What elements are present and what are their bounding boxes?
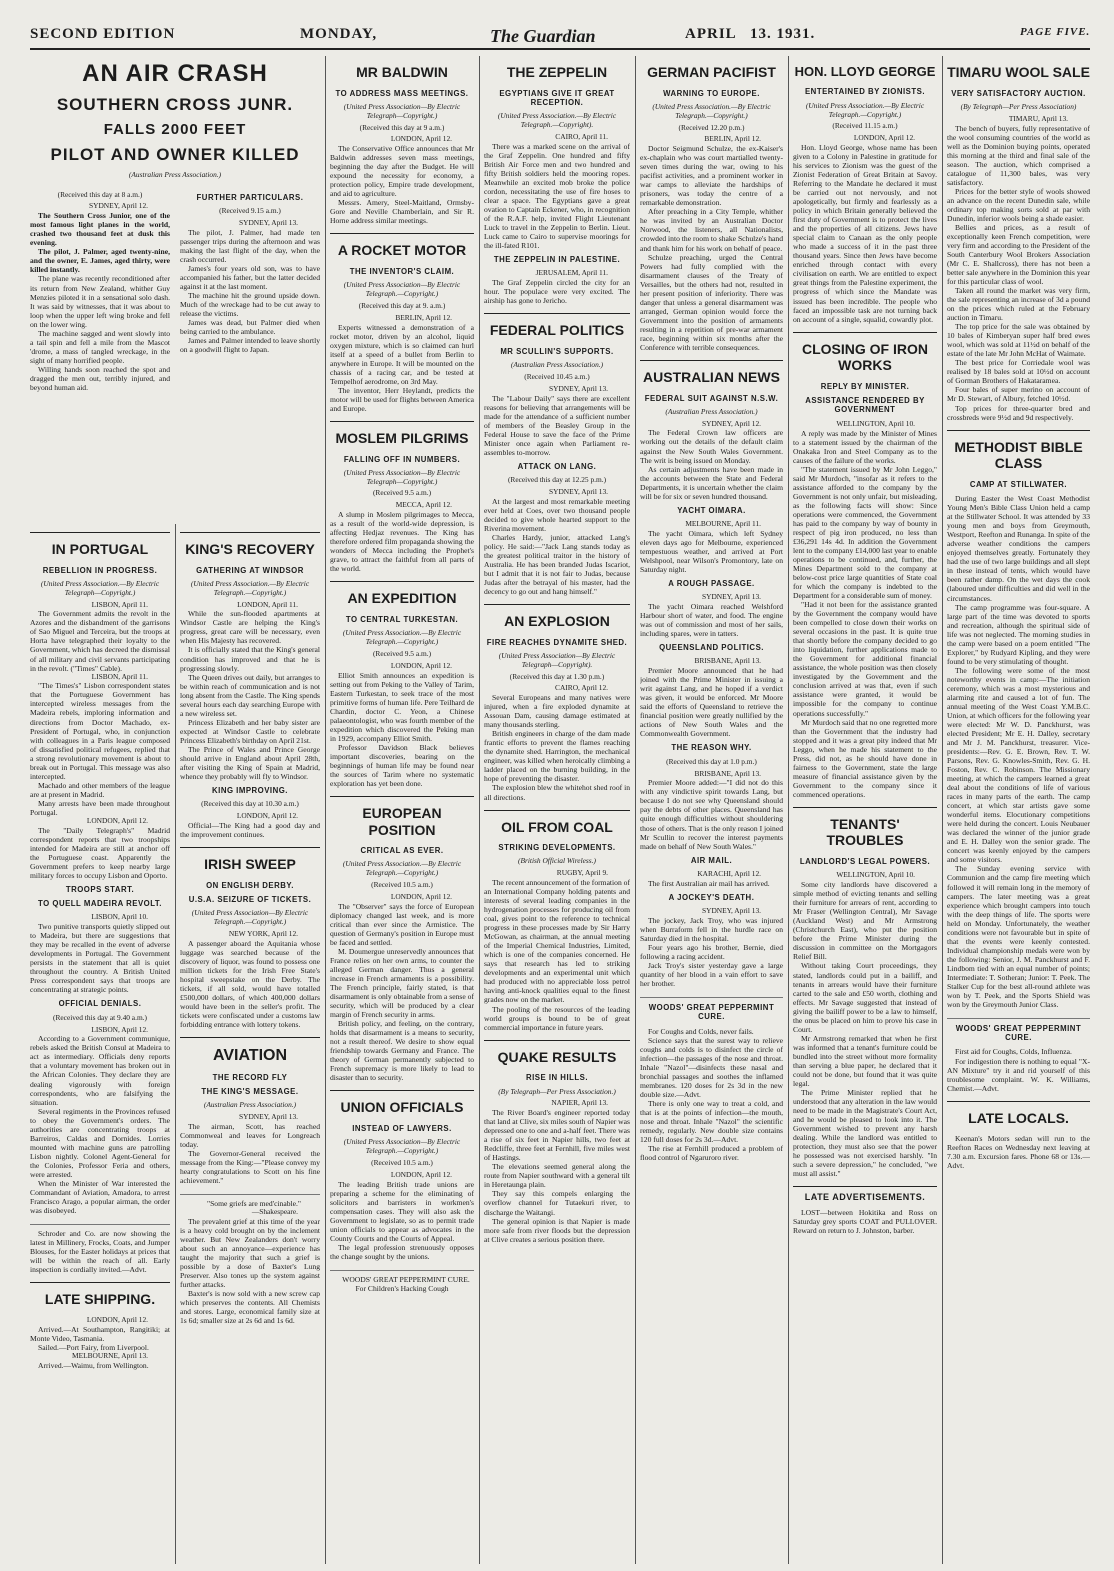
headline: QUAKE RESULTS — [497, 1048, 617, 1065]
dateline: BRISBANE, April 13. — [694, 768, 761, 778]
headline: FEDERAL POLITICS — [489, 322, 625, 339]
paragraph: Two punitive transports quietly slipped out to Madeira, but there are suggestions that they may be recalled in the event of adverse developments in Portugal. The Government persists in the statement that all is quiet throughout the country. A British United Press correspondent says that troops are concentrating at strategic points. — [30, 922, 170, 995]
month-label: APRIL — [685, 26, 737, 42]
paragraph: The plane was recently reconditioned after its return from New Zealand, whither Guy Menzies piloted it in a sensational solo dash. It was said by witnesses, that it was about to loop when the upper left wing broke and fell on the lower wing. — [30, 274, 170, 329]
headline: THE ZEPPELIN — [506, 64, 608, 80]
credit-line: (Australian Press Association.) — [203, 1100, 297, 1110]
headline: A ROCKET MOTOR — [337, 242, 467, 259]
section-subhead: OFFICIAL DENIALS. — [58, 999, 142, 1009]
paragraph: The inventor, Herr Heylandt, predicts the motor will be used for flights between America and Europe. — [330, 385, 474, 413]
headline: KING'S RECOVERY — [185, 541, 315, 557]
paragraph: Experts witnessed a demonstration of a rocket motor, driven by an alcohol, liquid oxygen mixture, which is so claimed can hurl itself at a speed of a bullet from Berlin to anywhere in Europe. It will be mounted on the chassis of a racing car, and be tested at Tempelhof aerodrome, on 3rd May. — [330, 322, 474, 386]
headline: EUROPEAN POSITION — [362, 804, 442, 838]
dateline: NEW YORK, April 12. — [228, 928, 298, 938]
paragraph: Some city landlords have discovered a simple method of evicting tenants and selling their furniture for arrears of rent, according to Mr Fraser (Wellington Central), Mr Savage (Auckland West) and Mr Armstrong (Christchurch East), who put the position before the Prime Minister during the discussion in committee on the Mortgagors Relief Bill. — [793, 880, 937, 962]
subheadline: ON ENGLISH DERBY. — [206, 880, 294, 890]
subheadline: PILOT AND OWNER KILLED — [50, 144, 300, 164]
paragraph: The recent announcement of the formation of an International Company holding patents and interests of several leading companies in the hydrogenation processes for producing oil from coal, gives point to the reference to technical progress in these processes made by Sir Harry McGowan, as chairman, at the annual meeting of the Imperial Chemical Industries, Limited, which is one of the companies concerned. He says that research has led to striking developments and an experimental unit which had produced with no appreciable loss petrol having anti-knock qualities equal to the finest grades now on the market. — [484, 878, 630, 1005]
paragraph: M. Doumergue unreservedly announces that France relies on her own arms, to counter the alleged German danger. Thus a general increase in French armaments is a possibility. The French principle, fairly stated, is that disarmament is only obtainable from a sense of security, which will be produced by a clear margin of French security in arms. — [330, 946, 474, 1020]
paragraph: The airman, Scott, has reached Commonweal and leaves for Longreach today. — [180, 1122, 320, 1150]
paragraph: They say this compels enlarging the overflow channel for Tutaekuri river, to discharge the Waitangi. — [484, 1189, 630, 1217]
column-rule — [942, 56, 943, 1564]
dateline: SYDNEY, April 13. — [239, 1112, 298, 1122]
received-line: (Received 12.20 p.m.) — [678, 122, 745, 132]
advertisement: For indigestion there is nothing to equal "X-AN Mixture" try it and rid yourself of this troublesome complaint. W. K. Williams, Chemist.—Advt. — [947, 1056, 1090, 1093]
subheadline: THE KING'S MESSAGE. — [201, 1087, 299, 1097]
paragraph: Top prices for three-quarter bred and crossbreds were 9½d and 9d respectively. — [947, 403, 1090, 422]
newspaper-title: The Guardian — [490, 26, 596, 46]
headline: TENANTS' TROUBLES — [826, 815, 904, 849]
dateline: SYDNEY, April 13. — [549, 383, 608, 393]
dateline: JERUSALEM, April 11. — [535, 268, 608, 278]
paragraph: The first Australian air mail has arrived. — [648, 878, 770, 888]
subheadline: THE RECORD FLY — [212, 1072, 288, 1082]
paragraph: "The Times's" Lisbon correspondent states that the Portuguese Government has intercepted wireless messages from the Madeira rebels, imploring information and directions from Doctor Machado, ex-President of Portugal, who, in conjunction with colleagues in a Paris league composed of dissatisfied political refugees, replied that a strong revolutionary movement is about to break out in Portugal. This message was also intercepted. — [30, 681, 170, 781]
dateline: SYDNEY, April 13. — [702, 592, 761, 602]
subheadline: REPLY BY MINISTER. — [820, 381, 910, 391]
headline: HON. LLOYD GEORGE — [794, 64, 936, 79]
paragraph: The Prince of Wales and Prince George should arrive in England about April 28th, after visiting the King of Spain at Madrid, whence they probably will fly to Windsor. — [180, 744, 320, 781]
subheadline: ENTERTAINED BY ZIONISTS. — [804, 87, 925, 97]
credit-line: (United Press Association.—By Electric Telegraph.—Copyright.) — [190, 578, 310, 597]
subheadline: LANDLORD'S LEGAL POWERS. — [799, 857, 931, 867]
paragraph: As certain adjustments have been made in the accounts between the State and Federal Departments, it is uncertain whether the claim will be for six or seven hundred thousand. — [640, 464, 783, 501]
dateline: SYDNEY, April 12. — [702, 418, 761, 428]
paragraph: Premier Moore announced that he had joined with the Prime Minister in issuing a writ against Lang, and he hoped if a verdict was given, it would be enforced. Mr Moore said the efforts of Queensland to retrieve the financial position were greatly nullified by the actions of New South Wales and the Commonwealth Government. — [640, 666, 783, 739]
paragraph: British engineers in charge of the dam made frantic efforts to prevent the flames reaching the dynamite shed. Harrington, the mechanical engineer, was killed when heroically climbing a ladder placed on the burning building, in the hope of preventing the disaster. — [484, 729, 630, 784]
advertisement: First aid for Coughs, Colds, Influenza. — [955, 1047, 1072, 1057]
subheadline: ASSISTANCE RENDERED BY GOVERNMENT — [805, 396, 925, 415]
paragraph: The "Labour Daily" says there are excellent reasons for believing that arrangements will be made for the attendance of a sufficient number of members of the Beasley Group in the Federal House to save the face of the Prime Minister once again when Parliament re-assembles to-morrow. — [484, 393, 630, 457]
subheadline: FEDERAL SUIT AGAINST N.S.W. — [644, 393, 779, 403]
paragraph: Several regiments in the Provinces refused to obey the Government's orders. The authorities are concentrating troops at Barreiros, Caldas and Dornides. Lorries mounted with machine guns are patrolling Lisbon nightly. Colonel Agent-General for the Colonies, Professor Feria and others, were arrested. — [30, 1106, 170, 1179]
dateline: LISBON, April 12. — [91, 1024, 148, 1034]
paragraph: The following were some of the most noteworthy events in camp:—The initiation ceremony, which was a most mysterious and alarming rite and caused a lot of fun. The annual meeting of the West Coast Y.M.B.C. Union, at which officers for the following year were elected: Mr W. D. Panckhurst, was elected President; Mr E. H. Dalley, secretary and Mr J. M. Panckhurst, treasurer. Vice-presidents:—Rev. G. E. Brown, Rev. T. W. Parsons, Rev. G. Knowles-Smith, Rev. G. H. Foston, Rev. C. Robinson. The Missionary meeting, at which the campers learned a great deal about the conditions of life of various races in many parts of the earth. The camp concert, at which star artists gave some wonderful items. Elocutionary competitions were held during the concert. Louis Neubauer was declared the winner of the junior grade and E. H. Dalley won the senior grade. The concert was keenly enjoyed by the campers and some visitors. — [947, 665, 1090, 865]
section-subhead: QUEENSLAND POLITICS. — [659, 643, 764, 653]
headline: MR BALDWIN — [356, 64, 448, 80]
dateline: WELLINGTON, April 10. — [836, 870, 915, 880]
received-line: (Received this day at 9. a.m.) — [358, 301, 446, 310]
paragraph: Taken all round the market was very firm, the sale representing an increase of 3d a pound on the prices which ruled at the February auction in Timaru. — [947, 286, 1090, 323]
received-line: (Received 9.15 a.m.) — [219, 205, 281, 215]
paragraph: "The statement issued by Mr John Leggo," said Mr Murdoch, "insofar as it refers to the assistance afforded to the company by the Government is not only unfair, but misleading, as the following facts will show: Since operations were commenced, the Government has paid to the company by way of bounty in respect of pig iron produced, no less than £36,291 14s 4d. In addition the Government lent to the company £14,000 last year to enable operations to be continued, and, further, the Mines Department sold to the company at below-cost price large quantities of State coal for which the company is indebted to the Department for a considerable sum of money. — [793, 464, 937, 601]
headline: MOSLEM PILGRIMS — [335, 429, 469, 446]
credit-line: (United Press Association.—By Electric Telegraph.—Copyright.) — [652, 101, 771, 120]
section-subhead: KING IMPROVING. — [212, 785, 288, 795]
credit-line: (By Telegraph—Per Press Association.) — [498, 1086, 616, 1096]
paragraph: James's four years old son, was to have accompanied his father, but the latter decided against it at the last moment. — [180, 263, 320, 291]
credit-line: (United Press Association.—By Electric Telegraph.—Copyright.) — [805, 100, 925, 119]
paragraph: The legal profession strenuously opposes the change sought by the unions. — [330, 1242, 474, 1261]
column-3 — [330, 56, 474, 1564]
credit-line: (United Press Association—By Electric Telegraph—Copyright). — [498, 650, 616, 669]
paragraph: The best price for Corriedale wool was realised by 18 bales sold at 10½d on account of Gorman Brothers of Hakataramea. — [947, 358, 1090, 386]
paragraph: Professor Davidson Black believes important discoveries, bearing on the beginnings of human life may be found near the sources of Tarim where no systematic exploration has yet been done. — [330, 742, 474, 788]
paragraph: The Graf Zeppelin circled the city for an hour. The populace were very excited. The airship has gone to Jericho. — [484, 278, 630, 306]
paragraph: While the sun-flooded apartments at Windsor Castle are helping the King's progress, great care will be necessary, even when His Majesty has recovered. — [180, 609, 320, 646]
dateline: LONDON, April 12. — [86, 815, 148, 825]
credit-line: (United Press Association—By Electric Telegraph—Copyright.) — [343, 467, 461, 486]
column-4 — [484, 56, 630, 1564]
column-6 — [793, 56, 937, 1564]
credit-line: (United Press Association.—By Electric Telegraph.—Copyright.) — [342, 859, 462, 878]
paragraph: There was a marked scene on the arrival of the Graf Zeppelin. One hundred and fifty British Air Force men and two hundred and fifty British soldiers held the mooring ropes. Meanwhile an excited mob broke the police cordon, necessitating the use of fire hoses to clear a space. The Egyptians gave a great ovation to Captain Eckener, who, in recognition of the R.A.F. help, invited Flight Lieutenant Luck to travel in the Zeppelin to Berlin. Lieut. Luck came to Cairo to supervise moorings for the ill-fated R101. — [484, 141, 630, 250]
dateline: LONDON, April 12. — [236, 811, 298, 821]
paragraph: The Conservative Office announces that Mr Baldwin addresses seven mass meetings, beginning the day after the Budget. He will expound the necessity for economy, a protection policy, Empire trade development, and aid to agriculture. — [330, 144, 474, 199]
paragraph: The Governor-General received the message from the King:—"Please convey my hearty congratulations to Scott on his fine achievement." — [180, 1149, 320, 1186]
paragraph: Willing hands soon reached the spot and dragged the men out, terribly injured, and beyond human aid. — [30, 364, 170, 392]
advertisement-heading: WOODS' GREAT PEPPERMINT CURE. — [648, 1003, 775, 1022]
subheadline: TO ADDRESS MASS MEETINGS. — [335, 88, 469, 98]
advertisement: WOODS' GREAT PEPPERMINT CURE. For Children's Hacking Cough — [342, 1274, 470, 1293]
credit-line: (United Press Association—By Electric Telegraph—Copyright.) — [343, 101, 461, 120]
paragraph: Arrived.—Waimu, from Wellington. — [38, 1360, 149, 1370]
paragraph: The Sunday evening service with Communion and the camp fire meeting which followed it will remain long in the memory of campers. The later meeting was a great experience which brought campers into touch with the deep things of life. The sports were held on Monday. Unfortunately, the weather conditions were not favourable but in spite of that the events were keenly contested. Individual championship medals were won by the following: Senior, J. M. Panckhurst and F. Lindbom tied with an equal number of points; Intermediate: T. Sotheran; Junior: T. Peek. The Stalker Cup for the best all-round athlete was won by T. Peek, and the Sports Shield was won by the Greymouth Junior Class. — [947, 864, 1090, 1009]
section-subhead: A ROUGH PASSAGE. — [668, 578, 755, 588]
paragraph: Official—The King had a good day and the improvement continues. — [180, 820, 320, 839]
credit-line: (United Press Association.—By Electric Telegraph.—Copyright.) — [342, 628, 462, 647]
section-subhead: TO QUELL MADEIRA REVOLT. — [38, 899, 162, 909]
column-7 — [947, 56, 1090, 1564]
headline: UNION OFFICIALS — [340, 1099, 464, 1116]
column-rule — [788, 56, 789, 1564]
paragraph: Princess Elizabeth and her baby sister are expected at Windsor Castle to celebrate Princess Elizabeth's birthday on April 21st. — [180, 717, 320, 745]
advertisement-quote: "Some griefs are med'cinable." — [206, 1199, 302, 1209]
paragraph: Premier Moore added:—"I did not do this with any vindictive spirit towards Lang, but because I do not see why Queensland should pay the debts of other places. Queensland has quite enough difficulties without shouldering those of others. That is the only reason I joined Mr Scullin to recover the interest payments made on behalf of New South Wales." — [640, 778, 783, 851]
received-line: (Received 11.15 a.m.) — [832, 121, 898, 131]
paragraph: James was dead, but Palmer died when being carried to the ambulance. — [180, 317, 320, 336]
dateline: LONDON, April 12. — [390, 134, 452, 144]
paragraph: Sailed.—Port Fairy, from Liverpool. — [38, 1342, 149, 1352]
paragraph: Without taking Court proceedings, they stated, landlords could put in a bailiff, and tenants in arrears would have their furniture carted to the sale and £50 worth, clothing and effects. Mr Savage suggested that instead of giving the bailiff power to be a law to himself, the onus be placed on him to prove his case in Court. — [793, 961, 937, 1034]
paragraph: The explosion blew the whitehot shed roof in all directions. — [484, 783, 630, 802]
headline: IN PORTUGAL — [51, 541, 149, 557]
paragraph: Machado and other members of the league are at present in Madrid. — [30, 780, 170, 799]
lead-paragraph: The Southern Cross Junior, one of the most famous light planes in the world, crashed two thousand feet at dusk this evening. — [30, 211, 170, 248]
section-subhead: ATTACK ON LANG. — [517, 461, 597, 471]
dateline: LONDON, April 11. — [237, 599, 298, 609]
paragraph: Jack Troy's sister yesterday gave a large quantity of her blood in a vain effort to save her brother. — [640, 960, 783, 988]
subheadline: FALLS 2000 FEET — [103, 120, 247, 138]
paragraph: Messrs. Amery, Steel-Maitland, Ormsby-Gore and Neville Chamberlain, and Sir R. Horne address similar meetings. — [330, 198, 474, 226]
dateline: LONDON, April 12. — [853, 133, 915, 143]
date-label: 13. 1931. — [750, 26, 816, 42]
dateline: MELBOURNE, April 13. — [72, 1350, 148, 1360]
advertisement: There is only one way to treat a cold, and that is at the points of infection—the mouth, nose and throat. Inhale "Nazol" the scientific remedy, regularly. New double size contains 120 full doses for 2s 3d.—Advt. — [640, 1098, 783, 1144]
day-label: MONDAY, — [300, 26, 378, 42]
headline: METHODIST BIBLE CLASS — [954, 438, 1083, 472]
paragraph: The elevations seemed general along the route from Napier southward with a general tilt in Heretaunga plain. — [484, 1162, 630, 1190]
dateline: RUGBY, April 9. — [556, 868, 608, 878]
paragraph: Four bales of super merino on account of Mr D. Stewart, of Albury, fetched 10½d. — [947, 385, 1090, 404]
paragraph: The leading British trade unions are preparing a scheme for the eliminating of solicitors and barristers in workmen's compensation cases. They will also ask the Government to legislate, so as to permit trade union officials to appear as advocates in the County Courts and the Courts of Appeal. — [330, 1179, 474, 1243]
paragraph: Several Europeans and many natives were injured, when a fire exploded dynamite at Assouan Dam, causing damage estimated at many thousands sterling. — [484, 693, 630, 730]
subheadline: STRIKING DEVELOPMENTS. — [498, 843, 616, 853]
advertisement: Baxter's is now sold with a new screw cap which preserves the contents. All Chemists and stores. Large, economical family size at 1s 6d; smaller size at 2s 6d and 1s 6d. — [180, 1289, 320, 1326]
subheadline: MR SCULLIN'S SUPPORTS. — [500, 346, 614, 356]
dateline: LONDON, April 12. — [86, 1314, 148, 1324]
page-label: PAGE FIVE. — [1020, 26, 1091, 38]
paragraph: The pooling of the resources of the leading world groups is bound to be of great commercial importance in future years. — [484, 1004, 630, 1032]
credit-line: (United Press Association—By Electric Telegraph.—Copyright.) — [343, 1137, 461, 1156]
dateline: BRISBANE, April 13. — [694, 656, 761, 666]
subheadline: FIRE REACHES DYNAMITE SHED. — [486, 637, 628, 647]
advertisement: The prevalent grief at this time of the year is a heavy cold brought on by the inclement weather. But New Zealanders don't worry about such an annoyance—experience has taught the majority that such a grief is possible by a dose of Baxter's Lung Preserver. Also tones up the system against further attacks. — [180, 1217, 320, 1290]
subheadline: THE INVENTOR'S CLAIM. — [349, 267, 455, 277]
subheadline: TO CENTRAL TURKESTAN. — [345, 614, 459, 624]
paragraph: The general opinion is that Napier is made more safe from river floods but the depression at Clive creates a serious position there. — [484, 1216, 630, 1244]
headline: AN AIR CRASH — [82, 60, 268, 87]
advertisement-heading: WOODS' GREAT PEPPERMINT CURE. — [955, 1023, 1082, 1043]
edition-label: SECOND EDITION — [30, 26, 176, 42]
paragraph: James and Palmer intended to leave shortly on a goodwill flight to Japan. — [180, 335, 320, 354]
paragraph: Arrived.—At Southampton, Rangitiki; at Monte Video, Tasmania. — [30, 1324, 170, 1343]
paragraph: It is officially stated that the King's general condition has improved and that he is progressing slowly. — [180, 645, 320, 673]
classified-ad: LOST—between Hokitika and Ross on Saturday grey sports COAT and PULLOVER. Reward on return to J. Johnston, barber. — [793, 1207, 937, 1235]
received-line: (Received 10.45 a.m.) — [524, 371, 590, 381]
subheadline: FALLING OFF IN NUMBERS. — [343, 454, 461, 464]
dateline: SYDNEY, April 13. — [239, 217, 298, 227]
paragraph: "Had it not been for the assistance granted by the Government the company would have been compelled to close down their works on several occasions in the past. It is quite true that shortly before the company decided to go into liquidation, further applications made to the Government for additional financial assistance, the whole position was then closely investigated by the Government and the conclusion arrived at was that, even if such assistance were granted, it would be impossible for the company to continue operations successfully." — [793, 600, 937, 718]
subheadline: VERY SATISFACTORY AUCTION. — [951, 88, 1086, 98]
paragraph: The yacht Oimara reached Welshford Harbour short of water, and food. The engine was out of commission and most of her sails, including spares, were in tatters. — [640, 602, 783, 639]
paragraph: When the Minister of War interested the Commandant of Aviation, Amadora, to arrest Francisco Arago, a popular airman, the order was disobeyed. — [30, 1178, 170, 1215]
paragraph: A slump in Moslem pilgrimages to Mecca, as a result of the world-wide depression, is affecting Hedjaz revenues. The King has therefore ordered film propaganda showing the wonders of Mecca including the Prophet's grave, to attract the faithful from all parts of the world. — [330, 510, 474, 574]
paragraph: The jockey, Jack Troy, who was injured when Burraform fell in the hurdle race on Saturday died in the hospital. — [640, 915, 783, 943]
received-line: (Received 9.5 a.m.) — [372, 648, 432, 658]
dateline: TIMARU, April 13. — [1008, 113, 1068, 123]
dateline: WELLINGTON, April 10. — [836, 418, 915, 428]
paragraph: The bench of buyers, fully representative of the wool consuming countries of the world as well as the Dominion buying points, operated this morning at the third and final sale of the season. The auction, which comprised a catalogue of 11,300 bales, was very satisfactory. — [947, 123, 1090, 187]
subheadline: U.S.A. SEIZURE OF TICKETS. — [188, 894, 312, 904]
dateline: LONDON, April 12. — [390, 1169, 452, 1179]
advertisement: For Coughs and Colds, never fails. — [648, 1026, 754, 1036]
subheadline: EGYPTIANS GIVE IT GREAT RECEPTION. — [499, 88, 615, 107]
paragraph: The yacht Oimara, which left Sydney eleven days ago for Melbourne, experienced tempestuous weather, and arrived at Port Welshpool, near Wilson's Promontory, late on Saturday night. — [640, 528, 783, 574]
paragraph: The pilot, J. Palmer, had made ten passenger trips during the afternoon and was making the last flight of the day, when the crash occurred. — [180, 227, 320, 264]
paragraph: The Prime Minister replied that he understood that any alteration in the law would need to be made in the Magistrate's Court Act, and he would be pleased to look into it. The Government wished to prevent any harsh dealing. While the landlord was entitled to protection, they must also see that the power he possessed was not exercised harshly. "In such a severe depression," he concluded, "we must all assist." — [793, 1087, 937, 1179]
received-line: (Received 10.5 a.m.) — [371, 880, 433, 890]
subheadline: REBELLION IN PROGRESS. — [42, 565, 158, 575]
section-subhead: AIR MAIL. — [690, 855, 733, 865]
received-line: (Received this day at 1.0 p.m.) — [666, 756, 757, 766]
paragraph: Mr Murdoch said that no one regretted more than the Government that the industry had stopped and it was a great pity indeed that Mr Leggo, when he made his statement to the Press, did not, as he should have done in fairness to the Government, state the large measure of financial assistance given by the Government to the company since it commenced operations. — [793, 717, 937, 799]
credit-line: (Australian Press Association.) — [128, 169, 222, 179]
headline: TIMARU WOOL SALE — [947, 64, 1090, 80]
paragraph: The River Board's engineer reported today that land at Clive, six miles south of Napier was depressed one to one and a-half feet. There was a rise of six feet in Napier hills, two feet at Redcliffe, three feet at Fernhill, five miles west of Hastings. — [484, 1108, 630, 1163]
dateline: BERLIN, April 12. — [395, 312, 452, 322]
received-line: (Received this day at 8 a.m.) — [57, 189, 143, 199]
paragraph: The pilot, J. Palmer, aged twenty-nine, and the owner, E. James, aged thirty, were killed instantly. — [30, 247, 170, 275]
headline: OIL FROM COAL — [501, 818, 613, 835]
headline: CLOSING OF IRON WORKS — [802, 340, 928, 374]
credit-line: (British Official Wireless.) — [518, 856, 596, 866]
headline: LATE LOCALS. — [968, 1109, 1069, 1126]
paragraph: Charles Hardy, junior, attacked Lang's policy. He said:—"Jack Lang stands today as the greatest political traitor in the history of Australia. He has been branded Judas Iscariot, but I admit that it is not fair to Judas, because Judas after the betrayal of his master, had the decency to go out and hang himself." — [484, 532, 630, 596]
dateline: LONDON, April 12. — [390, 660, 452, 670]
dateline: SYDNEY, April 12. — [89, 201, 148, 211]
column-rule — [175, 524, 176, 1564]
column-5 — [640, 56, 783, 1564]
received-line: (Received this day at 1.30 p.m.) — [509, 671, 605, 681]
subheadline: RISE IN HILLS. — [525, 1073, 589, 1083]
dateline: CAIRO, April 11. — [555, 131, 608, 141]
received-line: (Received this day at 9.40 a.m.) — [53, 1012, 147, 1022]
paragraph: The Federal Crown law officers are working out the details of the default claim against the New South Wales Government. The writ is being issued on Monday. — [640, 428, 783, 465]
dateline: LONDON, April 12. — [390, 891, 452, 901]
received-line: (Received this day at 12.25 p.m.) — [507, 475, 607, 485]
paragraph: The camp programme was four-square. A large part of the time was devoted to sports and recreation, although the spiritual side of life was not neglected. The morning studies in the camp were based on a poem entitled "The Explorer," by Rudyard Kipling, and they were found to be very stimulating of thought. — [947, 602, 1090, 666]
received-line: (Received this day at 9 a.m.) — [359, 122, 445, 132]
headline: AVIATION — [212, 1046, 288, 1064]
subheadline: CAMP AT STILLWATER. — [969, 479, 1068, 489]
paragraph: The "Daily Telegraph's" Madrid correspondent reports that two troopships intended for Madeira are still at anchor off the Portuguese coast. Apparently the Government prefers to keep nearby large military forces to occupy Lisbon and Oporto. — [30, 825, 170, 880]
headline: LATE ADVERTISEMENTS. — [804, 1192, 926, 1203]
paragraph: Bellies and prices, as a result of exceptionally keen French competition, were very firm and according to the President of the South Canterbury Wool Brokers Association (Mr C. E. Shallcross), there has not been a better sale anywhere in the Dominion this year for this particular class of wool. — [947, 222, 1090, 287]
paragraph: Prices for the better style of wools showed an advance on the recent Dunedin sale, while ordinary top making sorts sold at par with Dunedin, inferior wools being a shade easier. — [947, 186, 1090, 223]
headline: AN EXPLOSION — [504, 612, 610, 629]
section-subhead: FURTHER PARTICULARS. — [196, 192, 304, 202]
paragraph: During Easter the West Coast Methodist Young Men's Bible Class Union held a camp at the Stillwater School. It was attended by 33 young men and boys from Greymouth, Westport, Reefton and Runanga. In spite of the adverse weather conditions the campers enjoyed themselves greatly. Fortunately they had the use of two large buildings and all slept in these instead of tents, which would have been rather damp. On the wet days the cook (laboured under difficulties and did well in the circumstances. — [947, 494, 1090, 603]
dateline: NAPIER, April 13. — [551, 1098, 608, 1108]
advertisement: Science says that the surest way to relieve coughs and colds is to disinfect the circle of infection—the passages of the nose and throat. Inhale "Nazol"—disinfects these nasal and bronchial passages and soothes the inflamed membranes. 120 doses for 2s 3d in the new double size.—Advt. — [640, 1035, 783, 1099]
received-line: (Received 9.5 a.m.) — [372, 488, 432, 498]
dateline: LISBON, April 11. — [91, 671, 148, 681]
dateline: MECCA, April 12. — [395, 500, 452, 510]
credit-line: (Australian Press Association.) — [510, 360, 604, 370]
dateline: MELBOURNE, April 11. — [685, 518, 761, 528]
subheadline: SOUTHERN CROSS JUNR. — [56, 94, 294, 114]
received-line: (Received this day at 10.30 a.m.) — [201, 799, 299, 809]
paragraph: The rise at Fernhill produced a problem of flood control of Ngaruroro river. — [640, 1143, 783, 1162]
column-2 — [180, 524, 320, 1564]
paragraph: A reply was made by the Minister of Mines to a statement issued by the chairman of the Onakaka Iron and Steel Company as to the causes of the failure of the works. — [793, 428, 937, 465]
paragraph: The Queen drives out daily, but arranges to be within reach of communication and is not long absent from the Castle. The King spends several hours each day searching Europe with a new wireless set. — [180, 672, 320, 718]
paragraph: British policy, and feeling, on the contrary, holds that disarmament is a means to security, not a result thereof. We desire to show equal friendship towards Germany and France. The theory of German permanently subjected to French supremacy is more likely to lead to disaster than to security. — [330, 1019, 474, 1083]
paragraph: After preaching in a City Temple, whither he was invited by an Australian Doctor Norwood, the listeners, all Nationalists, crowded into the room to shake Schulze's hand and thank him for his work on behalf of peace. — [640, 207, 783, 253]
credit-line: (United Press Association.—By Electric Telegraph.—Copyright). — [497, 111, 617, 129]
paragraph: According to a Government communique, rebels asked the British Consul at Madeira to act as intermediary. Officials deny reports that a voluntary movement has broken out in the African Colonies. They declare they are dealing vigorously with foreign correspondents, who are falsifying the situation. — [30, 1034, 170, 1107]
subheadline: WARNING TO EUROPE. — [663, 88, 760, 98]
subheadline: GATHERING AT WINDSOR — [196, 565, 304, 575]
column-rule — [635, 56, 636, 1564]
dateline: CAIRO, April 12. — [555, 683, 608, 693]
dateline: BERLIN, April 12. — [704, 134, 761, 144]
paragraph: The "Observer" says the force of European diplomacy changed last week, and is more critical than ever since the Armistice. The question of Germany's position in Europe must be faced and settled. — [330, 901, 474, 947]
paragraph: At the largest and most remarkable meeting ever held at Coes, over two thousand people decided to give whole hearted support to the Riverina movement. — [484, 496, 630, 533]
dateline: KARACHI, April 12. — [697, 868, 761, 878]
paragraph: The machine hit the ground upside down. Much of the wreckage had to be cut away to release the victims. — [180, 290, 320, 318]
credit-line: (United Press Association.—By Electric Telegraph—Copyright.) — [40, 578, 160, 597]
section-subhead: THE ZEPPELIN IN PALESTINE. — [493, 255, 621, 264]
dateline: LISBON, April 10. — [91, 912, 148, 922]
column-rule — [325, 56, 326, 1564]
paragraph: The top price for the sale was obtained by 10 bales of Kimberyan super half bred ewes wool, which was sold at 11½d on behalf of the estate of the late Mr John McHat of Waimate. — [947, 322, 1090, 359]
received-line: (Received 10.5 a.m.) — [371, 1157, 433, 1167]
credit-line: (United Press Association—By Electric Telegraph.—Copyright.) — [343, 280, 461, 299]
credit-line: (Australian Press Association.) — [665, 406, 758, 416]
masthead — [30, 24, 1090, 50]
paragraph: A passenger aboard the Aquitania whose luggage was searched because of the discovery of liquor, was found to possess one million tickets for the Irish Free State's hospital sweepstake on the Derby. The tickets, if all sold, would have totalled £500,000 dollars, of which 400,000 dollars would have been in the seller's profit. The tickets were confiscated under a customs law forbidding entrance with lottery tokens. — [180, 938, 320, 1029]
headline: IRISH SWEEP — [204, 855, 296, 872]
paragraph: Doctor Seigmund Schulze, the ex-Kaiser's ex-chaplain who was court martialled twenty-seven times during the war, owing to his pacifist activities, and a prominent worker in war camps to alleviate the hardships of prisoners, was today the centre of a remarkable demonstration. — [640, 144, 783, 208]
credit-line: (United Press Association—By Electric Telegraph.—Copyright.) — [191, 908, 309, 926]
dateline: SYDNEY, April 13. — [702, 905, 761, 915]
article-air-crash — [30, 56, 320, 526]
paragraph: Hon. Lloyd George, whose name has been given to a Colony in Palestine in gratitude for his services to Zionism was the guest of the Zionist Federation of Great Britain at Savoy. Referring to the Mandate he declared it must be carried out not nervously, and not apologetically, but firmly and fearlessly as a policy in which Britain generally believed the first duty of Government is to protect the lives and the properties of all citizens. Jews have special claim to Canaan as the only people who made a success of it in the past three thousand years. Since then Jews have become enriched through contact with every civilisation on earth. We are entitled to expect great things from the Palestine experiment, the progress of which since the Mandate was issued has been incredible. The people who faced an impossible task are not turning back on account of a single, squalid, cowardly plot. — [793, 142, 937, 324]
headline: AUSTRALIAN NEWS — [643, 368, 780, 385]
headline: LATE SHIPPING. — [44, 1291, 156, 1308]
paragraph: The Government admits the revolt in the Azores and the disbandment of the garrisons of Sao Miguel and Terceira, but the troops at Horta have telegraphed their loyalty to the Government, which has decreed the dismissal of all military and civil servants participating in the revolt. ("Times" Cable). — [30, 609, 170, 673]
credit-line: (By Telegraph—Per Press Association) — [960, 101, 1077, 111]
advertisement: Schroder and Co. are now showing the latest in Millinery, Frocks, Coats, and Jumper Blouses, for the Easter holidays at prices that will be within the reach of all. Early inspection is cordially invited.—Advt. — [30, 1228, 170, 1275]
dateline: SYDNEY, April 13. — [549, 486, 608, 496]
section-subhead: A JOCKEY'S DEATH. — [668, 892, 755, 902]
paragraph: Four years ago his brother, Bernie, died following a racing accident. — [640, 942, 783, 961]
headline: AN EXPEDITION — [347, 590, 457, 607]
section-subhead: TROOPS START. — [65, 884, 135, 894]
column-rule — [479, 56, 480, 1564]
section-subhead: YACHT OIMARA. — [677, 505, 746, 515]
section-subhead: THE REASON WHY. — [671, 743, 752, 753]
paragraph: Many arrests have been made throughout Portugal. — [30, 798, 170, 817]
subheadline: INSTEAD OF LAWYERS. — [352, 1124, 452, 1134]
paragraph: Mr Armstrong remarked that when he first was informed that a tenant's furniture could be bundled into the street without more formality than serving a blue paper, he declared that it could not be done, but found that it was quite legal. — [793, 1033, 937, 1088]
subheadline: CRITICAL AS EVER. — [360, 846, 444, 856]
paragraph: Elliot Smith announces an expedition is setting out from Peking to the Valley of Tarim, Eastern Turkestan, to seek trace of the most primitive forms of human life. Pere Teilhard de Chardin, doctor C. Yeon, a Chinese palaeontologist, who was fourth member of the expedition which discovered the Peking man in 1929, accompany Elliot Smith. — [330, 670, 474, 743]
paragraph: Keenan's Motors sedan will run to the Reefton Races on Wednesday next leaving at 7.30 a.m. Excursion fares. Phone 68 or 13s.—Advt. — [947, 1134, 1090, 1171]
quote-attribution: —Shakespeare. — [251, 1207, 298, 1217]
headline: GERMAN PACIFIST — [647, 64, 776, 80]
column-1 — [30, 524, 170, 1564]
paragraph: Schulze preaching, urged the Central Powers had fully complied with the disarmament clauses of the Treaty of Versailles, but the others had not, resulted in her present position of inferiority. There was danger that unless a general disarmament was arranged, German opinion would force the Government into the position of armaments resulting in a repetition of pre-war armament race, beginning within six months after the Conference with terrible consequences. — [640, 252, 783, 352]
paragraph: The machine sagged and went slowly into a tail spin and fell a mile from the Mascot 'drome, a mass of tangled wreckage, in the sight of many horrified people. — [30, 328, 170, 365]
dateline: LISBON, April 11. — [91, 599, 148, 609]
